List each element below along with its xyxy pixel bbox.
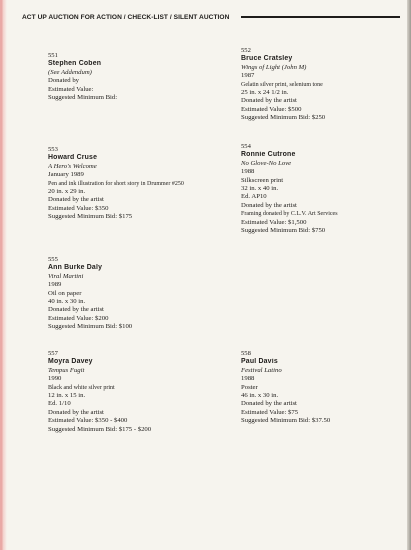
artwork-medium: Black and white silver print bbox=[48, 384, 115, 391]
estimated-value: Estimated Value: $350 bbox=[48, 204, 109, 212]
lot-number: 553 bbox=[48, 146, 58, 153]
donated-by: Donated by the artist bbox=[241, 97, 297, 105]
artwork-year: 1988 bbox=[241, 375, 255, 383]
minimum-bid: Suggested Minimum Bid: $750 bbox=[241, 227, 326, 235]
minimum-bid: Suggested Minimum Bid: $175 bbox=[48, 213, 133, 221]
artwork-dimensions: 25 in. x 24 1/2 in. bbox=[241, 89, 289, 97]
page-edge-left bbox=[0, 0, 7, 550]
estimated-value: Estimated Value: bbox=[48, 85, 94, 93]
artist-name: Paul Davis bbox=[241, 358, 278, 366]
artwork-title: Tempus Fugit bbox=[48, 366, 85, 374]
minimum-bid: Suggested Minimum Bid: $175 - $200 bbox=[48, 425, 152, 433]
minimum-bid: Suggested Minimum Bid: $250 bbox=[241, 114, 326, 122]
minimum-bid: Suggested Minimum Bid: bbox=[48, 94, 118, 102]
artwork-medium: Pen and ink illustration for short story in Drummer #250 bbox=[48, 180, 184, 187]
artist-name: Ronnie Cutrone bbox=[241, 151, 296, 159]
artwork-medium: Gelatin silver print, selenium tone bbox=[241, 81, 323, 88]
artwork-year: 1990 bbox=[48, 375, 62, 383]
estimated-value: Estimated Value: $200 bbox=[48, 314, 109, 322]
page-edge-right bbox=[407, 0, 411, 550]
artwork-dimensions: 20 in. x 29 in. bbox=[48, 188, 86, 196]
estimated-value: Estimated Value: $75 bbox=[241, 408, 299, 416]
lot-item-557 bbox=[48, 350, 213, 434]
artwork-title: Festival Latino bbox=[241, 366, 282, 374]
estimated-value: Estimated Value: $1,500 bbox=[241, 218, 307, 226]
artwork-medium: Poster bbox=[241, 383, 258, 391]
lot-number: 555 bbox=[48, 256, 58, 263]
estimated-value: Estimated Value: $500 bbox=[241, 105, 302, 113]
lot-number: 552 bbox=[241, 47, 251, 54]
lot-item-553 bbox=[48, 146, 213, 222]
artist-name: Stephen Coben bbox=[48, 60, 102, 68]
artwork-year: 1989 bbox=[48, 281, 62, 289]
lot-number: 557 bbox=[48, 350, 58, 357]
lot-number: 554 bbox=[241, 143, 251, 150]
lot-item-552 bbox=[241, 47, 406, 123]
artist-name: Ann Burke Daly bbox=[48, 264, 103, 272]
header-rule bbox=[241, 16, 400, 18]
page-header bbox=[22, 13, 400, 25]
artwork-edition: Ed. AP10 bbox=[241, 193, 267, 201]
artwork-dimensions: 32 in. x 40 in. bbox=[241, 185, 279, 193]
artwork-year: 1988 bbox=[241, 168, 255, 176]
donated-by: Donated by the artist bbox=[48, 408, 104, 416]
artwork-title: No Glove-No Love bbox=[241, 159, 292, 167]
lot-item-551 bbox=[48, 52, 213, 102]
artwork-dimensions: 12 in. x 15 in. bbox=[48, 392, 86, 400]
artwork-dimensions: 40 in. x 30 in. bbox=[48, 298, 86, 306]
artwork-dimensions: 46 in. x 30 in. bbox=[241, 392, 279, 400]
lot-item-555 bbox=[48, 256, 213, 332]
donated-by: Donated by the artist bbox=[241, 201, 297, 209]
artwork-title: A Hero's Welcome bbox=[48, 162, 97, 170]
lot-number: 558 bbox=[241, 350, 251, 357]
artwork-title: (See Addendum) bbox=[48, 68, 92, 76]
artist-name: Moyra Davey bbox=[48, 358, 93, 366]
donated-by: Donated by bbox=[48, 77, 80, 85]
lot-item-558 bbox=[241, 350, 406, 426]
estimated-value: Estimated Value: $350 - $400 bbox=[48, 417, 128, 425]
artwork-title: Viral Martini bbox=[48, 272, 84, 280]
header-title: ACT UP AUCTION FOR ACTION / CHECK-LIST / SILENT AUCTION bbox=[22, 14, 230, 21]
minimum-bid: Suggested Minimum Bid: $100 bbox=[48, 323, 133, 331]
artwork-medium: Silkscreen print bbox=[241, 176, 284, 184]
artwork-title: Wings of Light (John M) bbox=[241, 63, 307, 71]
artwork-edition: Ed. 1/10 bbox=[48, 400, 71, 408]
artwork-year: January 1989 bbox=[48, 171, 84, 179]
artist-name: Bruce Cratsley bbox=[241, 55, 293, 63]
minimum-bid: Suggested Minimum Bid: $37.50 bbox=[241, 417, 331, 425]
framing-credit: Framing donated by C.L.V. Art Services bbox=[241, 211, 338, 218]
lot-item-554 bbox=[241, 143, 406, 235]
lot-number: 551 bbox=[48, 52, 58, 59]
donated-by: Donated by the artist bbox=[48, 306, 104, 314]
donated-by: Donated by the artist bbox=[241, 400, 297, 408]
artwork-medium: Oil on paper bbox=[48, 289, 82, 297]
artwork-year: 1987 bbox=[241, 72, 255, 80]
donated-by: Donated by the artist bbox=[48, 196, 104, 204]
artist-name: Howard Cruse bbox=[48, 154, 98, 162]
